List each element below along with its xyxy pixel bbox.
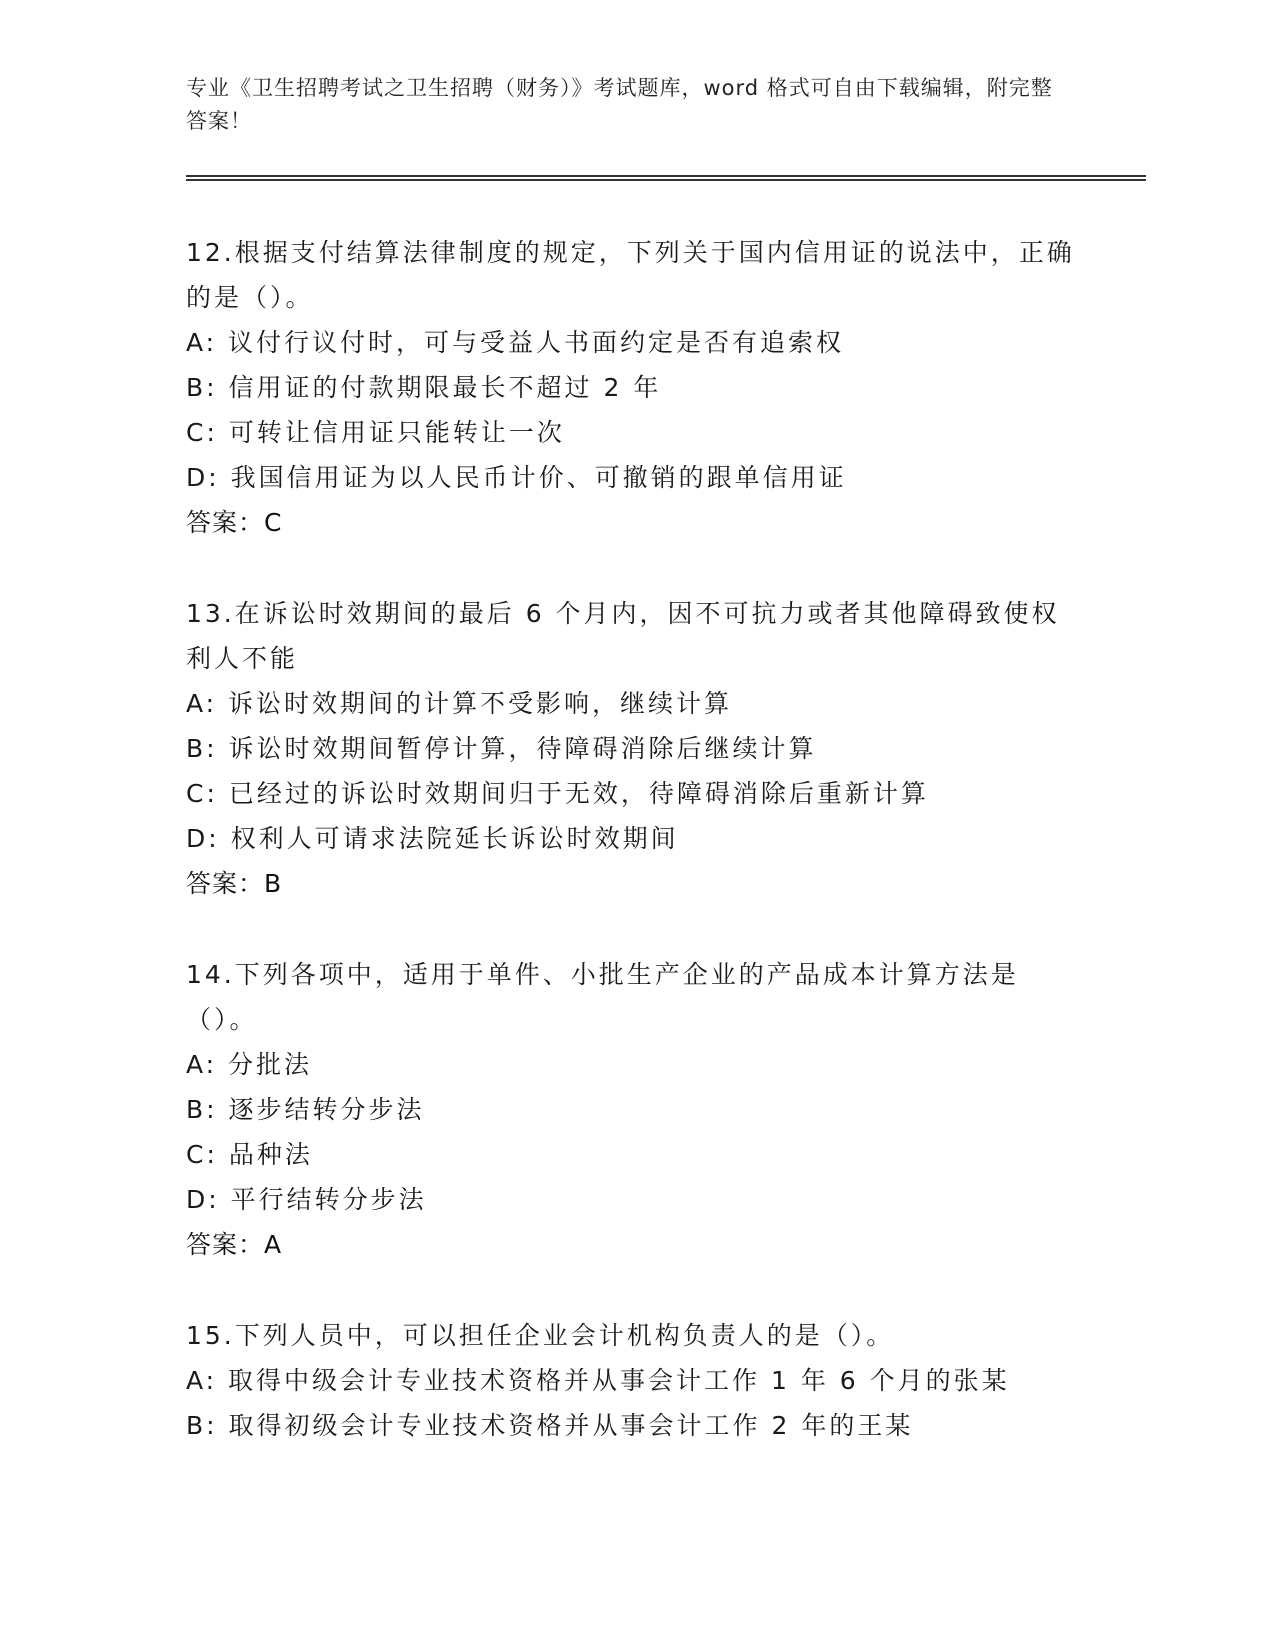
option-c: C: 已经过的诉讼时效期间归于无效，待障碍消除后重新计算	[186, 779, 929, 808]
question-15	[186, 1313, 1086, 1448]
header-divider	[186, 175, 1146, 181]
answer: 答案：C	[186, 508, 283, 537]
option-d: D: 平行结转分步法	[186, 1185, 427, 1214]
option-b: B: 诉讼时效期间暂停计算，待障碍消除后继续计算	[186, 734, 817, 763]
question-stem: 13.在诉讼时效期间的最后 6 个月内，因不可抗力或者其他障碍致使权利人不能	[186, 599, 1060, 673]
option-b: B: 取得初级会计专业技术资格并从事会计工作 2 年的王某	[186, 1411, 914, 1440]
question-13	[186, 591, 1086, 906]
option-a: A: 取得中级会计专业技术资格并从事会计工作 1 年 6 个月的张某	[186, 1366, 1010, 1395]
option-c: C: 品种法	[186, 1140, 313, 1169]
question-list	[186, 230, 1086, 1494]
option-d: D: 权利人可请求法院延长诉讼时效期间	[186, 824, 679, 853]
option-b: B: 信用证的付款期限最长不超过 2 年	[186, 373, 662, 402]
document-header: 专业《卫生招聘考试之卫生招聘（财务）》考试题库，word 格式可自由下载编辑，附完整答案！	[186, 76, 1053, 133]
question-stem: 15.下列人员中，可以担任企业会计机构负责人的是（）。	[186, 1321, 895, 1350]
question-12	[186, 230, 1086, 545]
option-b: B: 逐步结转分步法	[186, 1095, 425, 1124]
option-a: A: 分批法	[186, 1050, 313, 1079]
option-a: A: 诉讼时效期间的计算不受影响，继续计算	[186, 689, 733, 718]
question-stem: 12.根据支付结算法律制度的规定，下列关于国内信用证的说法中，正确的是（）。	[186, 238, 1075, 312]
option-d: D: 我国信用证为以人民币计价、可撤销的跟单信用证	[186, 463, 847, 492]
question-stem: 14.下列各项中，适用于单件、小批生产企业的产品成本计算方法是（）。	[186, 960, 1019, 1034]
question-14	[186, 952, 1086, 1267]
option-c: C: 可转让信用证只能转让一次	[186, 418, 565, 447]
option-a: A: 议付行议付时，可与受益人书面约定是否有追索权	[186, 328, 845, 357]
answer: 答案：A	[186, 1230, 283, 1259]
answer: 答案：B	[186, 869, 283, 898]
